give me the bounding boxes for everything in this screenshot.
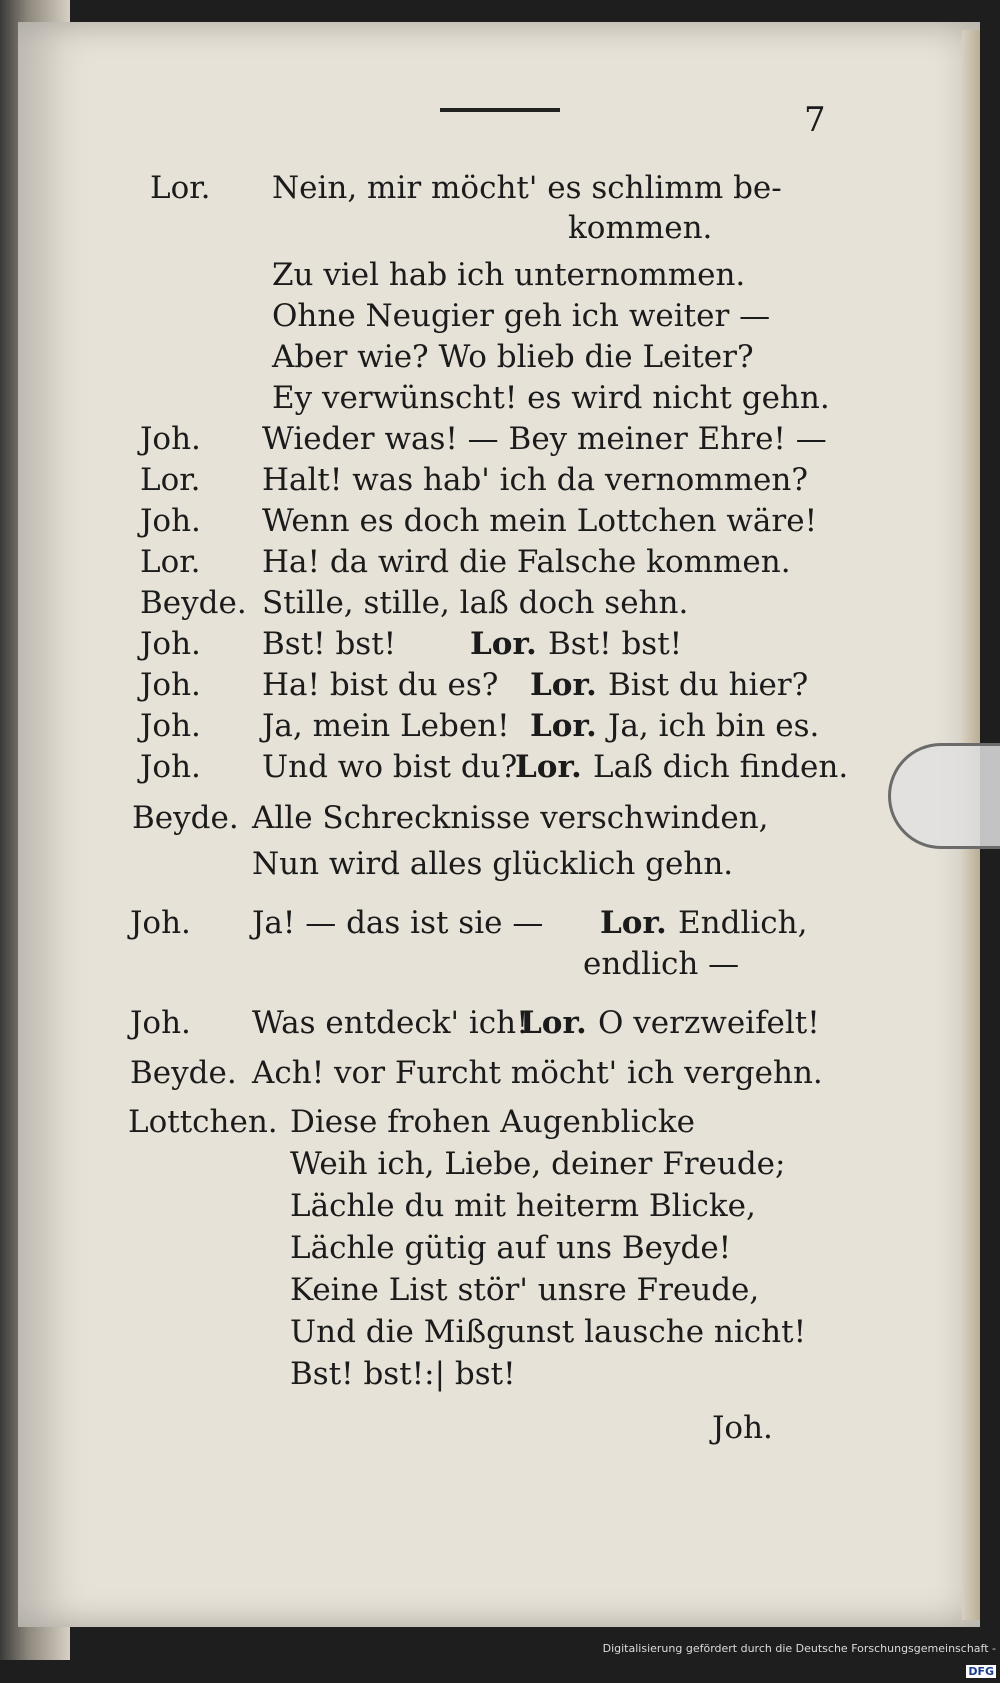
- line-text: Ja, mein Leben!: [262, 708, 510, 744]
- line-text: Halt! was hab' ich da vernommen?: [262, 462, 808, 498]
- speaker-label: Beyde.: [132, 800, 239, 836]
- inline-speaker-label: Lor.: [520, 1005, 587, 1041]
- line-text: Aber wie? Wo blieb die Leiter?: [272, 339, 754, 375]
- inline-speaker-label: Lor.: [515, 749, 582, 785]
- line-text: Ohne Neugier geh ich weiter —: [272, 298, 771, 334]
- dfg-logo: DFG: [968, 1665, 994, 1678]
- line-text: Lächle gütig auf uns Beyde!: [290, 1230, 732, 1266]
- speaker-label: Joh.: [140, 667, 201, 703]
- line-text: Ey verwünscht! es wird nicht gehn.: [272, 380, 830, 416]
- line-text: Diese frohen Augenblicke: [290, 1104, 695, 1140]
- line-text: Ja! — das ist sie —: [252, 905, 544, 941]
- speaker-label: Lottchen.: [128, 1104, 278, 1140]
- speaker-label: Joh.: [140, 503, 201, 539]
- inline-speaker-label: Lor.: [530, 708, 597, 744]
- line-text: Wieder was! — Bey meiner Ehre! —: [262, 421, 827, 457]
- speaker-label: Lor.: [150, 170, 211, 206]
- line-text: Alle Schrecknisse verschwinden,: [252, 800, 769, 836]
- speaker-label: Lor.: [140, 462, 201, 498]
- speaker-label: Joh.: [140, 421, 201, 457]
- line-text: Ja, ich bin es.: [608, 708, 820, 744]
- line-text: Zu viel hab ich unternommen.: [272, 257, 746, 293]
- line-text: Laß dich finden.: [593, 749, 849, 785]
- line-text: Bst! bst!:| bst!: [290, 1356, 516, 1392]
- line-text: endlich —: [583, 946, 740, 982]
- speaker-label: Beyde.: [140, 585, 247, 621]
- line-text: Nein, mir möcht' es schlimm be-: [272, 170, 782, 206]
- line-text: Nun wird alles glücklich gehn.: [252, 846, 734, 882]
- line-text: Ha! da wird die Falsche kommen.: [262, 544, 791, 580]
- speaker-label: Lor.: [140, 544, 201, 580]
- line-text: Bst! bst!: [262, 626, 397, 662]
- footer-credit: [600, 1637, 1000, 1678]
- page-marker-tab: [888, 743, 1000, 849]
- speaker-label: Joh.: [140, 749, 201, 785]
- line-text: Lächle du mit heiterm Blicke,: [290, 1188, 756, 1224]
- line-text: Ha! bist du es?: [262, 667, 499, 703]
- line-text: O verzweifelt!: [598, 1005, 820, 1041]
- inline-speaker-label: Lor.: [470, 626, 537, 662]
- line-text: Stille, stille, laß doch sehn.: [262, 585, 689, 621]
- speaker-label: Joh.: [140, 708, 201, 744]
- line-text: Bist du hier?: [608, 667, 809, 703]
- line-text: Ach! vor Furcht möcht' ich vergehn.: [252, 1055, 823, 1091]
- inline-speaker-label: Lor.: [530, 667, 597, 703]
- line-text: Was entdeck' ich!: [252, 1005, 529, 1041]
- line-text: kommen.: [568, 210, 713, 246]
- speaker-label: Joh.: [130, 905, 191, 941]
- speaker-label: Joh.: [140, 626, 201, 662]
- footer-text: Digitalisierung gefördert durch die Deutsche Forschungsgemeinschaft -: [602, 1642, 996, 1655]
- line-text: Und die Mißgunst lausche nicht!: [290, 1314, 807, 1350]
- line-text: Und wo bist du?: [262, 749, 518, 785]
- speaker-label: Joh.: [130, 1005, 191, 1041]
- line-text: Endlich,: [678, 905, 808, 941]
- line-text: Keine List stör' unsre Freude,: [290, 1272, 760, 1308]
- line-text: Bst! bst!: [548, 626, 683, 662]
- speaker-label: Beyde.: [130, 1055, 237, 1091]
- line-text: Wenn es doch mein Lottchen wäre!: [262, 503, 818, 539]
- line-text: Weih ich, Liebe, deiner Freude;: [290, 1146, 786, 1182]
- inline-speaker-label: Lor.: [600, 905, 667, 941]
- page-number: 7: [804, 100, 826, 140]
- catchword: Joh.: [712, 1410, 773, 1446]
